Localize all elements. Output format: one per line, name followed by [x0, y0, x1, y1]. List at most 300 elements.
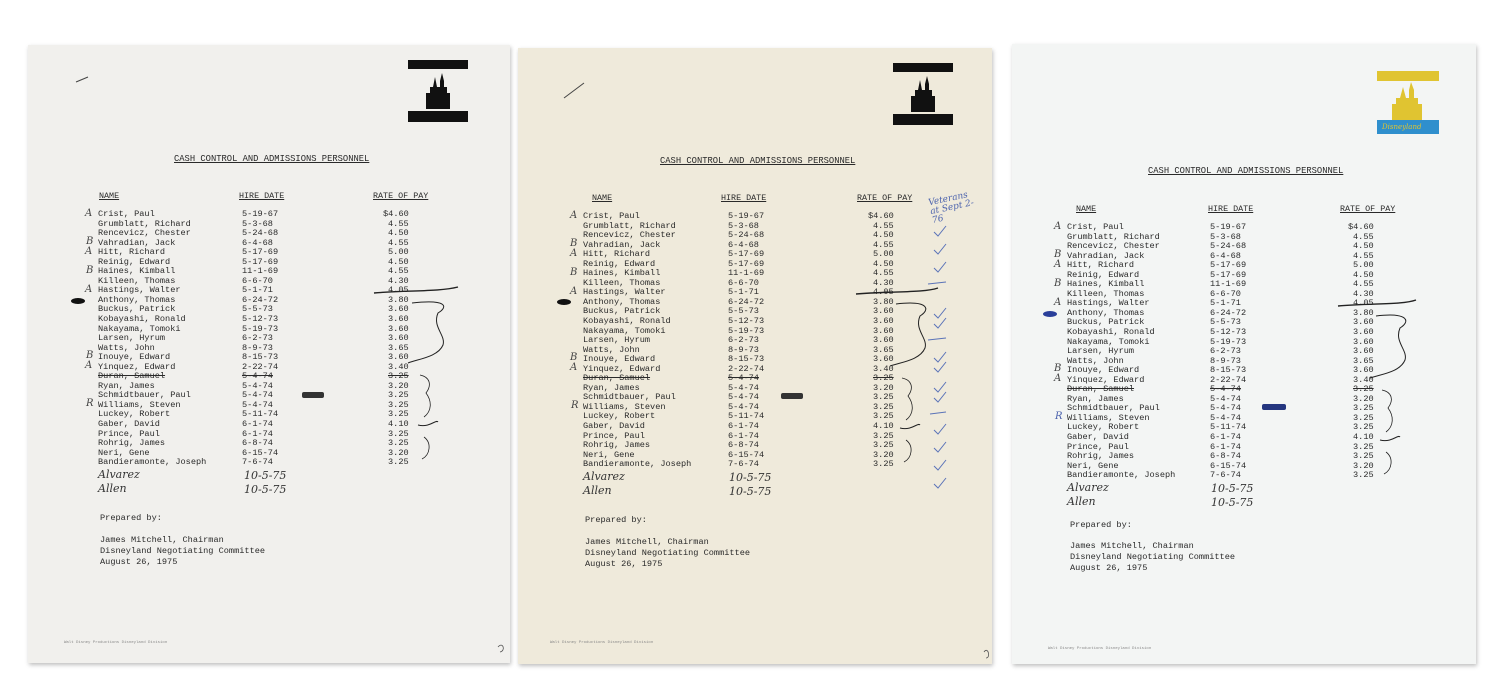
prepared-by-label: Prepared by:: [1070, 520, 1132, 530]
list-item: 5-1-71: [728, 287, 759, 298]
list-item: Reinig, Edward: [98, 256, 171, 267]
handwritten-name: Alvarez: [583, 470, 625, 483]
margin-letter: B: [86, 350, 94, 361]
handwritten-date: 10-5-75: [729, 485, 772, 498]
list-item: Williams, Steven: [98, 399, 181, 410]
margin-letter: R: [1055, 411, 1063, 422]
margin-letter: A: [1054, 259, 1062, 270]
list-item: 3.25: [1353, 451, 1374, 462]
list-item: 3.25: [388, 371, 409, 382]
signatory-line: Disneyland Negotiating Committee: [1070, 552, 1236, 562]
margin-letter: A: [85, 246, 93, 257]
list-item: 4.55: [873, 239, 894, 250]
list-item: 3.20: [873, 449, 894, 460]
list-item: 6-8-74: [242, 438, 273, 449]
signatory-line: Disneyland Negotiating Committee: [100, 546, 266, 556]
list-item: Schmidtbauer, Paul: [583, 392, 676, 403]
list-item: 4.50: [873, 258, 894, 269]
list-item: 5-1-71: [242, 285, 273, 296]
handwritten-date: 10-5-75: [1211, 482, 1254, 495]
header-name: NAME: [592, 193, 613, 203]
list-item: 5-5-73: [1210, 317, 1241, 328]
list-item: Inouye, Edward: [583, 354, 656, 365]
list-item: Crist, Paul: [98, 209, 155, 219]
handwritten-date: 10-5-75: [244, 483, 287, 496]
header-rate: RATE OF PAY: [857, 193, 913, 203]
list-item: 4.10: [1353, 432, 1374, 443]
header-hire-date: HIRE DATE: [239, 191, 285, 201]
margin-letter: R: [86, 398, 94, 409]
list-item: Neri, Gene: [1067, 460, 1119, 471]
prepared-by-label: Prepared by:: [100, 513, 162, 523]
handwritten-name: Allen: [583, 484, 612, 497]
list-item: 4.30: [873, 277, 894, 288]
list-item: 5-4-74: [242, 399, 273, 410]
margin-letter: A: [1054, 297, 1062, 308]
list-item: 3.25: [388, 399, 409, 410]
margin-letter: A: [570, 248, 578, 259]
list-item: Grumblatt, Richard: [98, 218, 191, 229]
list-item: 11-1-69: [242, 266, 279, 277]
handwritten-name: Allen: [98, 482, 127, 495]
list-item: 3.20: [1353, 460, 1374, 471]
list-item: Watts, John: [583, 344, 640, 355]
list-item: Nakayama, Tomoki: [583, 325, 666, 336]
list-item: Larsen, Hyrum: [583, 335, 651, 346]
list-item: Inouye, Edward: [1067, 365, 1140, 376]
handwritten-name: Allen: [1067, 495, 1096, 508]
list-item: 6-24-72: [1210, 307, 1247, 318]
list-item: 4.55: [1353, 231, 1374, 242]
list-item: 5-12-73: [1210, 327, 1247, 338]
list-item: 5-11-74: [1210, 422, 1247, 433]
list-item: 6-8-74: [1210, 451, 1241, 462]
list-item: Buckus, Patrick: [1067, 317, 1145, 328]
list-item: Kobayashi, Ronald: [98, 314, 186, 325]
list-item: Neri, Gene: [583, 449, 635, 460]
list-item: 5-12-73: [242, 314, 279, 325]
list-item: 3.60: [388, 352, 409, 363]
list-item: 5-4-74: [1210, 384, 1241, 395]
list-item: Vahradian, Jack: [583, 239, 661, 250]
list-item: 6-2-73: [242, 333, 273, 344]
list-item: 5-19-73: [242, 323, 279, 334]
list-item: 3.60: [1353, 346, 1374, 357]
list-item: 3.25: [873, 401, 894, 412]
list-item: 3.25: [873, 373, 894, 384]
list-item: 3.25: [388, 390, 409, 401]
margin-letter: B: [570, 267, 578, 278]
list-item: 3.25: [873, 411, 894, 422]
list-item: 4.50: [1353, 269, 1374, 280]
list-item: Haines, Kimball: [1067, 279, 1145, 290]
list-item: 6-15-74: [1210, 460, 1247, 471]
margin-letter: A: [570, 286, 578, 297]
list-item: Bandieramonte, Joseph: [98, 457, 207, 468]
list-item: 8-9-73: [242, 342, 273, 353]
list-item: 3.60: [1353, 317, 1374, 328]
list-item: 6-1-74: [728, 421, 759, 432]
list-item: 8-9-73: [728, 344, 759, 355]
list-item: 3.65: [1353, 355, 1374, 366]
list-item: Ryan, James: [1067, 393, 1124, 404]
list-item: 4.55: [388, 266, 409, 277]
list-item: Duran, Samuel: [98, 371, 166, 382]
list-item: Kobayashi, Ronald: [1067, 327, 1155, 338]
list-item: Kobayashi, Ronald: [583, 316, 671, 327]
list-item: 3.65: [873, 344, 894, 355]
list-item: 3.25: [388, 428, 409, 439]
list-item: 5-11-74: [242, 409, 279, 420]
list-item: 4.55: [1353, 250, 1374, 261]
list-item: Williams, Steven: [1067, 412, 1150, 423]
list-item: Larsen, Hyrum: [98, 333, 166, 344]
list-item: Yinquez, Edward: [1067, 374, 1145, 385]
list-item: 6-15-74: [242, 447, 279, 458]
margin-letter: B: [570, 352, 578, 363]
list-item: Grumblatt, Richard: [583, 220, 676, 231]
list-item: Killeen, Thomas: [583, 277, 661, 288]
list-item: Crist, Paul: [1067, 222, 1124, 232]
list-item: Neri, Gene: [98, 447, 150, 458]
margin-letter: A: [570, 362, 578, 373]
list-item: 8-9-73: [1210, 355, 1241, 366]
handwritten-date: 10-5-75: [1211, 496, 1254, 509]
margin-letter: B: [570, 238, 578, 249]
handwritten-date: 10-5-75: [729, 471, 772, 484]
list-item: 3.25: [873, 392, 894, 403]
list-item: 5.00: [873, 249, 894, 260]
list-item: 6-8-74: [728, 440, 759, 451]
list-item: Anthony, Thomas: [1067, 307, 1145, 318]
list-item: 3.25: [1353, 384, 1374, 395]
list-item: 5-11-74: [728, 411, 765, 422]
list-item: 3.25: [873, 430, 894, 441]
list-item: 5-3-68: [1210, 231, 1241, 242]
list-item: 4.55: [873, 268, 894, 279]
list-item: Rencevicz, Chester: [583, 230, 676, 241]
list-item: 11-1-69: [1210, 279, 1247, 290]
list-item: 3.20: [388, 380, 409, 391]
list-item: 6-6-70: [728, 277, 759, 288]
list-item: Anthony, Thomas: [583, 296, 661, 307]
list-item: Gaber, David: [583, 421, 645, 432]
list-item: Duran, Samuel: [1067, 384, 1135, 395]
list-item: Bandieramonte, Joseph: [1067, 470, 1176, 481]
list-item: 3.40: [388, 361, 409, 372]
list-item: 5-5-73: [728, 306, 759, 317]
logo-text: Disneyland: [1382, 123, 1422, 131]
list-item: Vahradian, Jack: [98, 237, 176, 248]
list-item: 3.25: [1353, 422, 1374, 433]
list-item: 5-3-68: [728, 220, 759, 231]
list-item: 5-4-74: [1210, 412, 1241, 423]
list-item: 3.25: [1353, 441, 1374, 452]
list-item: 4.55: [388, 218, 409, 229]
list-item: Larsen, Hyrum: [1067, 346, 1135, 357]
list-item: 3.25: [388, 409, 409, 420]
list-item: 5-24-68: [1210, 241, 1247, 252]
list-item: 4.55: [1353, 279, 1374, 290]
list-item: Rencevicz, Chester: [1067, 241, 1160, 252]
list-item: 3.20: [873, 382, 894, 393]
list-item: 5-4-74: [728, 373, 759, 384]
list-item: 5-4-74: [242, 380, 273, 391]
list-item: Rencevicz, Chester: [98, 228, 191, 239]
list-item: 11-1-69: [728, 268, 765, 279]
list-item: Bandieramonte, Joseph: [583, 459, 692, 470]
list-item: Ryan, James: [583, 382, 640, 393]
list-item: Hitt, Richard: [98, 247, 166, 258]
margin-letter: A: [1054, 221, 1062, 232]
blue-handwritten-note: Veterans at Sept 2-76: [927, 190, 975, 226]
list-item: 3.25: [1353, 403, 1374, 414]
list-item: 6-6-70: [1210, 288, 1241, 299]
footer-print: Walt Disney Productions Disneyland Division: [64, 641, 168, 645]
list-item: 3.25: [388, 457, 409, 468]
list-item: 5-5-73: [242, 304, 273, 315]
margin-letter: A: [1054, 373, 1062, 384]
list-item: 3.60: [873, 306, 894, 317]
list-item: 4.30: [388, 275, 409, 286]
list-item: 4.55: [873, 220, 894, 231]
list-item: 4.05: [1353, 298, 1374, 309]
list-item: 3.60: [1353, 327, 1374, 338]
list-item: 5.00: [388, 247, 409, 258]
footer-print: Walt Disney Productions Disneyland Division: [1048, 647, 1152, 651]
list-item: 5-17-69: [728, 258, 765, 269]
list-item: 5-19-73: [728, 325, 765, 336]
list-item: 6-4-68: [1210, 250, 1241, 261]
list-item: 5-24-68: [728, 230, 765, 241]
list-item: 5-4-74: [728, 392, 759, 403]
list-item: 3.40: [1353, 374, 1374, 385]
list-item: 4.50: [388, 228, 409, 239]
margin-letter: B: [1054, 278, 1062, 289]
list-item: 3.60: [388, 323, 409, 334]
list-item: 6-2-73: [728, 335, 759, 346]
list-item: Rohrig, James: [583, 440, 651, 451]
list-item: Luckey, Robert: [1067, 422, 1140, 433]
list-item: 8-15-73: [242, 352, 279, 363]
header-hire-date: HIRE DATE: [1208, 204, 1254, 214]
list-item: 6-6-70: [242, 275, 273, 286]
list-item: 6-1-74: [242, 428, 273, 439]
list-item: Nakayama, Tomoki: [1067, 336, 1150, 347]
list-item: Duran, Samuel: [583, 373, 651, 384]
list-item: Buckus, Patrick: [98, 304, 176, 315]
list-item: 5-17-69: [1210, 260, 1247, 271]
list-item: 5-19-67: [728, 211, 765, 221]
list-item: 3.60: [388, 333, 409, 344]
list-item: Rohrig, James: [98, 438, 166, 449]
margin-letter: A: [570, 210, 578, 221]
list-item: 3.60: [1353, 336, 1374, 347]
list-item: 6-24-72: [728, 296, 765, 307]
list-item: $4.60: [868, 211, 894, 221]
list-item: 5-17-69: [728, 249, 765, 260]
signatory-line: Disneyland Negotiating Committee: [585, 548, 751, 558]
list-item: 4.55: [388, 237, 409, 248]
list-item: 5-12-73: [728, 316, 765, 327]
list-item: Haines, Kimball: [583, 268, 661, 279]
list-item: 6-4-68: [242, 237, 273, 248]
list-item: 6-24-72: [242, 294, 279, 305]
list-item: Schmidtbauer, Paul: [1067, 403, 1160, 414]
list-item: 5-4-74: [1210, 393, 1241, 404]
list-item: 6-1-74: [728, 430, 759, 441]
margin-letter: A: [85, 284, 93, 295]
handwritten-name: Alvarez: [1067, 481, 1109, 494]
list-item: 3.25: [388, 438, 409, 449]
list-item: 5-19-67: [242, 209, 279, 219]
list-item: 6-1-74: [1210, 441, 1241, 452]
list-item: Nakayama, Tomoki: [98, 323, 181, 334]
list-item: Prince, Paul: [583, 430, 645, 441]
list-item: 5-3-68: [242, 218, 273, 229]
list-item: 4.05: [873, 287, 894, 298]
list-item: 3.60: [388, 314, 409, 325]
list-item: Williams, Steven: [583, 401, 666, 412]
handwritten-date: 10-5-75: [244, 469, 287, 482]
list-item: 6-2-73: [1210, 346, 1241, 357]
list-item: 6-4-68: [728, 239, 759, 250]
handwritten-name: Alvarez: [98, 468, 140, 481]
document-page-3: [1012, 44, 1476, 664]
margin-letter: R: [571, 400, 579, 411]
margin-letter: B: [86, 236, 94, 247]
list-item: Gaber, David: [1067, 432, 1129, 443]
page-title: CASH CONTROL AND ADMISSIONS PERSONNEL: [174, 154, 370, 164]
header-rate: RATE OF PAY: [373, 191, 429, 201]
page-title: CASH CONTROL AND ADMISSIONS PERSONNEL: [1148, 166, 1344, 176]
pen-marks: [518, 48, 992, 664]
list-item: 3.25: [1353, 470, 1374, 481]
list-item: 5-17-69: [242, 247, 279, 258]
list-item: Luckey, Robert: [583, 411, 656, 422]
list-item: Grumblatt, Richard: [1067, 231, 1160, 242]
list-item: 3.65: [388, 342, 409, 353]
list-item: 4.50: [1353, 241, 1374, 252]
list-item: 2-22-74: [1210, 374, 1247, 385]
list-item: 3.60: [873, 335, 894, 346]
prepared-by-label: Prepared by:: [585, 515, 647, 525]
header-rate: RATE OF PAY: [1340, 204, 1396, 214]
list-item: 4.30: [1353, 288, 1374, 299]
list-item: 7-6-74: [1210, 470, 1241, 481]
signatory-line: James Mitchell, Chairman: [1070, 541, 1194, 551]
list-item: Hastings, Walter: [98, 285, 181, 296]
pen-marks: [1012, 44, 1476, 664]
list-item: Watts, John: [98, 342, 155, 353]
margin-letter: B: [1054, 363, 1062, 374]
list-item: 3.40: [873, 363, 894, 374]
list-item: 3.80: [388, 294, 409, 305]
list-item: 5-4-74: [728, 382, 759, 393]
signatory-line: James Mitchell, Chairman: [100, 535, 224, 545]
list-item: Watts, John: [1067, 355, 1124, 366]
list-item: 3.80: [1353, 307, 1374, 318]
list-item: 7-6-74: [728, 459, 759, 470]
list-item: 2-22-74: [728, 363, 765, 374]
list-item: 5-19-67: [1210, 222, 1247, 232]
list-item: Rohrig, James: [1067, 451, 1135, 462]
list-item: 3.20: [1353, 393, 1374, 404]
list-item: 5-4-74: [1210, 403, 1241, 414]
list-item: Hastings, Walter: [1067, 298, 1150, 309]
list-item: Killeen, Thomas: [98, 275, 176, 286]
list-item: 5-17-69: [242, 256, 279, 267]
list-item: 5-4-74: [242, 390, 273, 401]
document-page-2: [518, 48, 992, 664]
list-item: 5-1-71: [1210, 298, 1241, 309]
list-item: 5-4-74: [728, 401, 759, 412]
list-item: 5-24-68: [242, 228, 279, 239]
list-item: 2-22-74: [242, 361, 279, 372]
signatory-line: August 26, 1975: [100, 557, 178, 567]
list-item: Inouye, Edward: [98, 352, 171, 363]
page-title: CASH CONTROL AND ADMISSIONS PERSONNEL: [660, 156, 856, 166]
list-item: Buckus, Patrick: [583, 306, 661, 317]
list-item: Hastings, Walter: [583, 287, 666, 298]
list-item: 3.60: [873, 316, 894, 327]
list-item: 3.25: [873, 440, 894, 451]
margin-letter: B: [86, 265, 94, 276]
signatory-line: August 26, 1975: [585, 559, 663, 569]
list-item: 3.60: [388, 304, 409, 315]
footer-print: Walt Disney Productions Disneyland Division: [550, 641, 654, 645]
list-item: Gaber, David: [98, 419, 160, 430]
list-item: 8-15-73: [1210, 365, 1247, 376]
list-item: 7-6-74: [242, 457, 273, 468]
list-item: 4.05: [388, 285, 409, 296]
list-item: 5-4-74: [242, 371, 273, 382]
list-item: 4.10: [388, 419, 409, 430]
list-item: 4.50: [388, 256, 409, 267]
list-item: 6-1-74: [1210, 432, 1241, 443]
list-item: Reinig, Edward: [1067, 269, 1140, 280]
list-item: 3.60: [873, 325, 894, 336]
list-item: Reinig, Edward: [583, 258, 656, 269]
margin-letter: A: [85, 360, 93, 371]
list-item: Prince, Paul: [1067, 441, 1129, 452]
list-item: 4.10: [873, 421, 894, 432]
list-item: 3.60: [873, 354, 894, 365]
pen-marks: [28, 45, 510, 663]
list-item: Hitt, Richard: [1067, 260, 1135, 271]
list-item: 8-15-73: [728, 354, 765, 365]
list-item: Yinquez, Edward: [583, 363, 661, 374]
list-item: Crist, Paul: [583, 211, 640, 221]
list-item: Haines, Kimball: [98, 266, 176, 277]
list-item: Anthony, Thomas: [98, 294, 176, 305]
list-item: 6-1-74: [242, 419, 273, 430]
margin-letter: A: [85, 208, 93, 219]
list-item: 3.20: [388, 447, 409, 458]
list-item: Killeen, Thomas: [1067, 288, 1145, 299]
document-page-1: [28, 45, 510, 663]
list-item: Schmidtbauer, Paul: [98, 390, 191, 401]
header-hire-date: HIRE DATE: [721, 193, 767, 203]
list-item: Yinquez, Edward: [98, 361, 176, 372]
margin-letter: B: [1054, 249, 1062, 260]
list-item: 3.80: [873, 296, 894, 307]
signatory-line: James Mitchell, Chairman: [585, 537, 709, 547]
list-item: Vahradian, Jack: [1067, 250, 1145, 261]
list-item: $4.60: [383, 209, 409, 219]
signatory-line: August 26, 1975: [1070, 563, 1148, 573]
list-item: Hitt, Richard: [583, 249, 651, 260]
